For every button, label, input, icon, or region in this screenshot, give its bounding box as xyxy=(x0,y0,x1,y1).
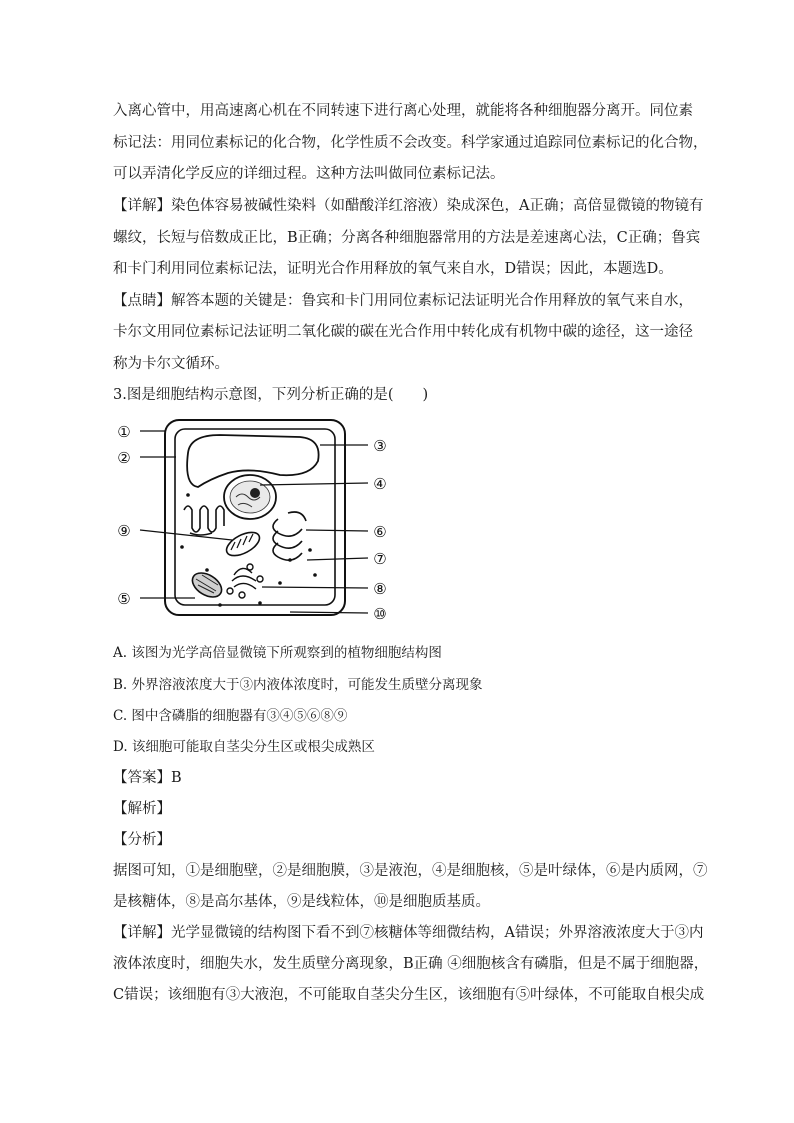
paragraph-line: 称为卡尔文循环。 xyxy=(113,356,229,372)
analysis-line: 据图可知，①是细胞壁，②是细胞膜，③是液泡，④是细胞核，⑤是叶绿体，⑥是内质网，⑦ xyxy=(113,863,708,879)
er-left-shape xyxy=(184,506,224,535)
question-stem: 3.图是细胞结构示意图，下列分析正确的是( ) xyxy=(113,387,429,403)
paragraph-line: 【点睛】解答本题的关键是：鲁宾和卡门用同位素标记法证明光合作用释放的氧气来自水， xyxy=(113,293,693,309)
paragraph-line: 【详解】染色体容易被碱性染料（如醋酸洋红溶液）染成深色，A正确；高倍显微镜的物镜有 xyxy=(113,198,704,214)
label-5: ⑤ xyxy=(117,590,131,608)
label-2: ② xyxy=(117,449,131,467)
vacuole-shape xyxy=(187,435,319,487)
analysis-line: C错误；该细胞有③大液泡，不可能取自茎尖分生区，该细胞有⑤叶绿体，不可能取自根尖成 xyxy=(113,987,705,1003)
paragraph-line: 卡尔文用同位素标记法证明二氧化碳的碳在光合作用中转化成有机物中碳的途径，这一途径 xyxy=(113,324,693,340)
analysis-line: 是核糖体，⑧是高尔基体，⑨是线粒体，⑩是细胞质基质。 xyxy=(113,894,490,910)
er-right-shape xyxy=(273,512,306,560)
label-8: ⑧ xyxy=(373,580,387,598)
mitochondrion-shape xyxy=(223,528,263,561)
paragraph-line: 入离心管中，用高速离心机在不同转速下进行离心处理，就能将各种细胞器分离开。同位素 xyxy=(113,103,693,119)
label-9: ⑨ xyxy=(117,522,131,540)
answer: 【答案】B xyxy=(113,770,182,786)
label-6: ⑥ xyxy=(373,523,387,541)
option-c: C. 图中含磷脂的细胞器有③④⑤⑥⑧⑨ xyxy=(113,708,348,724)
option-a: A. 该图为光学高倍显微镜下所观察到的植物细胞结构图 xyxy=(113,645,442,661)
paragraph-line: 螺纹，长短与倍数成正比，B正确；分离各种细胞器常用的方法是差速离心法，C正确；鲁宾 xyxy=(113,230,701,246)
analysis-line: 液体浓度时，细胞失水，发生质壁分离现象，B正确 ④细胞核含有磷脂，但是不属于细胞器， xyxy=(113,956,709,972)
option-b: B. 外界溶液浓度大于③内液体浓度时，可能发生质壁分离现象 xyxy=(113,677,483,693)
label-4: ④ xyxy=(373,475,387,493)
paragraph-line: 和卡门利用同位素标记法，证明光合作用释放的氧气来自水，D错误；因此，本题选D。 xyxy=(113,261,673,277)
cell-structure-diagram xyxy=(110,415,400,620)
paragraph-line: 标记法：用同位素标记的化合物，化学性质不会改变。科学家通过追踪同位素标记的化合物， xyxy=(113,135,708,151)
option-d: D. 该细胞可能取自茎尖分生区或根尖成熟区 xyxy=(113,739,375,755)
label-1: ① xyxy=(117,423,131,441)
chloroplast-shape xyxy=(188,568,226,602)
label-3: ③ xyxy=(373,437,387,455)
label-10: ⑩ xyxy=(373,605,387,620)
label-7: ⑦ xyxy=(373,550,387,568)
golgi-shape xyxy=(227,564,263,598)
analysis-line: 【详解】光学显微镜的结构图下看不到⑦核糖体等细微结构，A错误；外界溶液浓度大于③内 xyxy=(113,925,704,941)
sub-heading: 【分析】 xyxy=(113,832,171,848)
paragraph-line: 可以弄清化学反应的详细过程。这种方法叫做同位素标记法。 xyxy=(113,166,505,182)
analysis-heading: 【解析】 xyxy=(113,801,171,817)
